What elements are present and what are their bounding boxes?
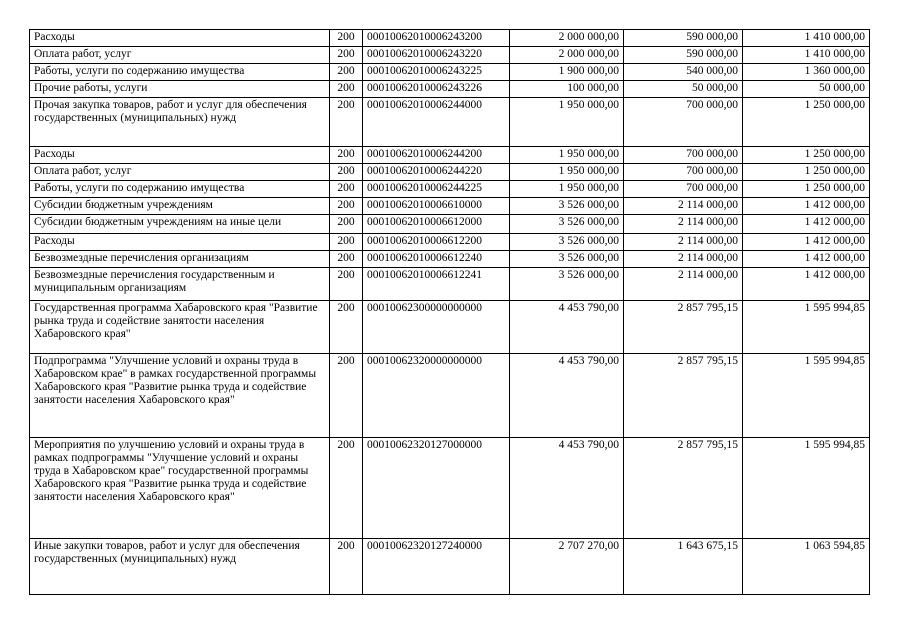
budget-classification-code-cell: 00010062010006244200 (363, 147, 510, 164)
line-code-cell: 200 (330, 147, 363, 164)
executed-amount-cell: 2 114 000,00 (624, 234, 743, 251)
table-row (30, 181, 870, 198)
expense-name-cell: Иные закупки товаров, работ и услуг для обеспечения государственных (муниципальных) нужд (30, 539, 330, 595)
table-row (30, 354, 870, 438)
approved-amount-cell: 1 950 000,00 (510, 164, 624, 181)
unexecuted-amount-cell: 1 063 594,85 (743, 539, 870, 595)
expense-name-cell: Работы, услуги по содержанию имущества (30, 181, 330, 198)
executed-amount-cell: 1 643 675,15 (624, 539, 743, 595)
unexecuted-amount-cell: 1 250 000,00 (743, 164, 870, 181)
table-row (30, 268, 870, 301)
expense-name-cell: Подпрограмма "Улучшение условий и охраны труда в Хабаровском крае" в рамках государственной программы Хабаровского края "Развитие рынка труда и содействие занятости населения Хабаровского края" (30, 354, 330, 438)
unexecuted-amount-cell: 1 412 000,00 (743, 268, 870, 301)
line-code-cell: 200 (330, 251, 363, 268)
expense-name-cell: Прочие работы, услуги (30, 81, 330, 98)
executed-amount-cell: 700 000,00 (624, 164, 743, 181)
executed-amount-cell: 2 114 000,00 (624, 251, 743, 268)
table-row (30, 98, 870, 147)
table-row (30, 215, 870, 234)
budget-classification-code-cell: 00010062300000000000 (363, 301, 510, 354)
line-code-cell: 200 (330, 354, 363, 438)
budget-classification-code-cell: 00010062010006244000 (363, 98, 510, 147)
approved-amount-cell: 3 526 000,00 (510, 268, 624, 301)
line-code-cell: 200 (330, 438, 363, 539)
line-code-cell: 200 (330, 30, 363, 47)
budget-classification-code-cell: 00010062320127000000 (363, 438, 510, 539)
budget-classification-code-cell: 00010062010006243220 (363, 47, 510, 64)
budget-classification-code-cell: 00010062010006243226 (363, 81, 510, 98)
budget-classification-code-cell: 00010062320000000000 (363, 354, 510, 438)
approved-amount-cell: 100 000,00 (510, 81, 624, 98)
budget-classification-code-cell: 00010062010006612200 (363, 234, 510, 251)
executed-amount-cell: 2 857 795,15 (624, 354, 743, 438)
unexecuted-amount-cell: 1 360 000,00 (743, 64, 870, 81)
unexecuted-amount-cell: 1 250 000,00 (743, 181, 870, 198)
unexecuted-amount-cell: 1 250 000,00 (743, 147, 870, 164)
line-code-cell: 200 (330, 164, 363, 181)
unexecuted-amount-cell: 1 412 000,00 (743, 215, 870, 234)
table-row (30, 251, 870, 268)
approved-amount-cell: 2 000 000,00 (510, 30, 624, 47)
expense-name-cell: Расходы (30, 234, 330, 251)
executed-amount-cell: 700 000,00 (624, 147, 743, 164)
budget-classification-code-cell: 00010062010006610000 (363, 198, 510, 215)
line-code-cell: 200 (330, 215, 363, 234)
budget-classification-code-cell: 00010062010006612240 (363, 251, 510, 268)
unexecuted-amount-cell: 1 595 994,85 (743, 301, 870, 354)
approved-amount-cell: 4 453 790,00 (510, 354, 624, 438)
table-row (30, 81, 870, 98)
expense-name-cell: Безвозмездные перечисления государственным и муниципальным организациям (30, 268, 330, 301)
unexecuted-amount-cell: 1 595 994,85 (743, 438, 870, 539)
executed-amount-cell: 2 114 000,00 (624, 215, 743, 234)
executed-amount-cell: 2 114 000,00 (624, 198, 743, 215)
approved-amount-cell: 2 000 000,00 (510, 47, 624, 64)
budget-classification-code-cell: 00010062010006244220 (363, 164, 510, 181)
approved-amount-cell: 2 707 270,00 (510, 539, 624, 595)
table-row (30, 47, 870, 64)
line-code-cell: 200 (330, 268, 363, 301)
budget-table-body (30, 30, 870, 595)
line-code-cell: 200 (330, 98, 363, 147)
expense-name-cell: Субсидии бюджетным учреждениям на иные цели (30, 215, 330, 234)
executed-amount-cell: 50 000,00 (624, 81, 743, 98)
expense-name-cell: Государственная программа Хабаровского края "Развитие рынка труда и содействие занятости населения Хабаровского края" (30, 301, 330, 354)
budget-classification-code-cell: 00010062010006243225 (363, 64, 510, 81)
approved-amount-cell: 1 950 000,00 (510, 147, 624, 164)
unexecuted-amount-cell: 1 412 000,00 (743, 234, 870, 251)
budget-classification-code-cell: 00010062010006243200 (363, 30, 510, 47)
unexecuted-amount-cell: 1 595 994,85 (743, 354, 870, 438)
unexecuted-amount-cell: 1 250 000,00 (743, 98, 870, 147)
unexecuted-amount-cell: 1 412 000,00 (743, 251, 870, 268)
unexecuted-amount-cell: 1 410 000,00 (743, 30, 870, 47)
approved-amount-cell: 4 453 790,00 (510, 438, 624, 539)
expense-name-cell: Работы, услуги по содержанию имущества (30, 64, 330, 81)
budget-classification-code-cell: 00010062010006612000 (363, 215, 510, 234)
executed-amount-cell: 2 857 795,15 (624, 301, 743, 354)
unexecuted-amount-cell: 1 412 000,00 (743, 198, 870, 215)
approved-amount-cell: 4 453 790,00 (510, 301, 624, 354)
expense-name-cell: Безвозмездные перечисления организациям (30, 251, 330, 268)
executed-amount-cell: 700 000,00 (624, 181, 743, 198)
line-code-cell: 200 (330, 181, 363, 198)
executed-amount-cell: 700 000,00 (624, 98, 743, 147)
table-row (30, 147, 870, 164)
approved-amount-cell: 1 900 000,00 (510, 64, 624, 81)
line-code-cell: 200 (330, 47, 363, 64)
budget-classification-code-cell: 00010062010006612241 (363, 268, 510, 301)
table-row (30, 164, 870, 181)
line-code-cell: 200 (330, 301, 363, 354)
executed-amount-cell: 590 000,00 (624, 30, 743, 47)
approved-amount-cell: 3 526 000,00 (510, 251, 624, 268)
approved-amount-cell: 1 950 000,00 (510, 98, 624, 147)
table-row (30, 198, 870, 215)
budget-classification-code-cell: 00010062010006244225 (363, 181, 510, 198)
table-row (30, 539, 870, 595)
table-row (30, 438, 870, 539)
table-row (30, 64, 870, 81)
line-code-cell: 200 (330, 81, 363, 98)
line-code-cell: 200 (330, 198, 363, 215)
executed-amount-cell: 2 114 000,00 (624, 268, 743, 301)
unexecuted-amount-cell: 1 410 000,00 (743, 47, 870, 64)
approved-amount-cell: 1 950 000,00 (510, 181, 624, 198)
executed-amount-cell: 2 857 795,15 (624, 438, 743, 539)
expense-name-cell: Оплата работ, услуг (30, 47, 330, 64)
expense-name-cell: Расходы (30, 147, 330, 164)
table-row (30, 301, 870, 354)
budget-classification-code-cell: 00010062320127240000 (363, 539, 510, 595)
expense-name-cell: Прочая закупка товаров, работ и услуг для обеспечения государственных (муниципальных) нужд (30, 98, 330, 147)
line-code-cell: 200 (330, 64, 363, 81)
approved-amount-cell: 3 526 000,00 (510, 234, 624, 251)
expense-name-cell: Расходы (30, 30, 330, 47)
approved-amount-cell: 3 526 000,00 (510, 215, 624, 234)
line-code-cell: 200 (330, 234, 363, 251)
table-row (30, 30, 870, 47)
line-code-cell: 200 (330, 539, 363, 595)
executed-amount-cell: 540 000,00 (624, 64, 743, 81)
unexecuted-amount-cell: 50 000,00 (743, 81, 870, 98)
executed-amount-cell: 590 000,00 (624, 47, 743, 64)
expense-name-cell: Оплата работ, услуг (30, 164, 330, 181)
expense-name-cell: Мероприятия по улучшению условий и охраны труда в рамках подпрограммы "Улучшение условий и охраны труда в Хабаровском крае" государственной программы Хабаровского края "Развитие рынка труда и содействие занятости населения Хабаровского края" (30, 438, 330, 539)
approved-amount-cell: 3 526 000,00 (510, 198, 624, 215)
expense-name-cell: Субсидии бюджетным учреждениям (30, 198, 330, 215)
budget-table (29, 29, 870, 595)
table-row (30, 234, 870, 251)
